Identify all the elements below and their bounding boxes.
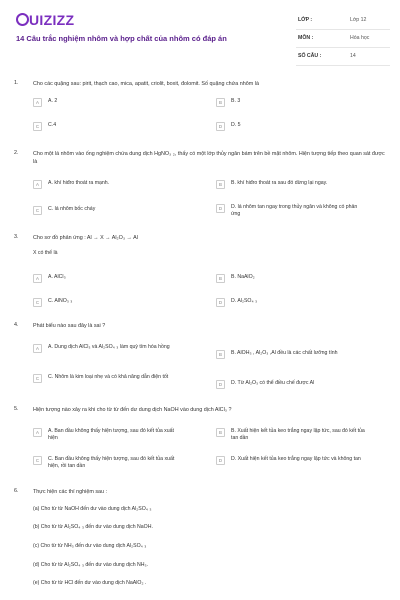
statement-d: (d) Cho từ từ Al₂SO₄ ₃ đến dư vào dung dịch NH₃. [33, 562, 149, 568]
option-text: D. Al₂SO₄ ₃ [231, 298, 258, 304]
option-letter-box: C [33, 374, 42, 383]
option-letter-box: B [216, 180, 225, 189]
option-letter-box: C [33, 298, 42, 307]
option-text: B. khí hiđro thoát ra sau đó dừng lại ngay. [231, 180, 328, 186]
meta-value: Lớp 12 [350, 17, 367, 23]
meta-row-count [296, 48, 390, 66]
option-letter-box: B [216, 428, 225, 437]
option-text: D. Xuất hiện kết tủa keo trắng ngay lập tức và không tan [231, 456, 361, 462]
question-text: Phát biểu nào sau đây là sai ? [33, 323, 106, 329]
statement-a: (a) Cho từ từ NaOH đến dư vào dung dịch Al₂SO₄ ₃ [33, 506, 152, 512]
option-text: A. 2 [48, 98, 58, 104]
option-letter-box: D [216, 204, 225, 213]
question-text: Hiện tượng nào xảy ra khi cho từ từ đến dư dung dịch NaOH vào dung dịch AlCl₃ ? [33, 407, 232, 413]
option-letter-box: D [216, 456, 225, 465]
statement-e: (e) Cho từ từ HCl đến dư vào dung dịch NaAlO₂ . [33, 580, 147, 586]
option-letter-box: A [33, 274, 42, 283]
option-letter-box: B [216, 274, 225, 283]
option-text: B. NaAlO₂ [231, 274, 255, 280]
question-number: 5. [14, 406, 19, 412]
option-text: C. Ban đầu không thấy hiện tượng, sau đó kết tủa xuất hiện, rồi tan dần [48, 456, 175, 470]
option-text: A. khí hiđro thoát ra mạnh. [48, 180, 110, 186]
option-text: C. Nhôm là kim loại nhẹ và có khả năng dẫn điện tốt [48, 374, 169, 380]
option-letter-box: C [33, 456, 42, 465]
option-text: A. Ban đầu không thấy hiện tượng, sau đó kết tủa xuất hiện [48, 428, 174, 442]
option-text: B. AlOH₃ , Al₂O₃ ,Al đều là các chất lưỡng tính [231, 350, 338, 356]
option-letter-box: C [33, 206, 42, 215]
logo-q-icon [16, 13, 29, 26]
statement-c: (c) Cho từ từ NH₃ đến dư vào dung dịch Al₂SO₄ ₃ [33, 543, 147, 549]
question-text: Thực hiện các thí nghiệm sau : [33, 489, 108, 495]
option-letter-box: D [216, 122, 225, 131]
option-text: A. Dung dịch AlCl₃ và Al₂SO₄ ₃ làm quỳ tím hóa hồng [48, 344, 170, 350]
option-letter-box: A [33, 344, 42, 353]
question-text: Cho sơ đồ phản ứng : Al → X → Al₂O₃ → Al [33, 235, 138, 241]
page-title: 14 Câu trắc nghiệm nhôm và hợp chất của nhôm có đáp án [16, 34, 227, 43]
option-text: C. lá nhôm bốc cháy [48, 206, 96, 212]
option-text: B. 3 [231, 98, 241, 104]
question-number: 3. [14, 234, 19, 240]
option-text: B. Xuất hiện kết tủa keo trắng ngay lập tức, sau đó kết tủa tan dần [231, 428, 365, 442]
option-letter-box: A [33, 180, 42, 189]
option-letter-box: D [216, 380, 225, 389]
meta-row-class [296, 12, 390, 30]
meta-key: LỚP : [298, 17, 313, 23]
option-text: C. AlNO₃ ₃ [48, 298, 73, 304]
question-number: 2. [14, 150, 19, 156]
option-letter-box: B [216, 350, 225, 359]
option-letter-box: D [216, 298, 225, 307]
meta-key: MÔN : [298, 35, 314, 41]
statement-b: (b) Cho từ từ Al₂SO₄ ₃ đến dư vào dung dịch NaOH. [33, 524, 153, 530]
option-text: D. 5 [231, 122, 241, 128]
option-letter-box: A [33, 98, 42, 107]
meta-row-subject [296, 30, 390, 48]
option-letter-box: C [33, 122, 42, 131]
option-text: C.4 [48, 122, 57, 128]
question-text: Cho một lá nhôm vào ống nghiệm chứa dung dịch HgNO₃ ₂, thấy có một lớp thủy ngân bám trên bề mặt nhôm. Hiện tượng tiếp theo quan sát được là [33, 151, 385, 166]
meta-key: SỐ CÂU : [298, 53, 322, 59]
question-text: Cho các quặng sau: pirit, thạch cao, mica, apatit, criolit, boxit, đolomit. Số quặng chứa nhôm là [33, 81, 259, 87]
option-letter-box: B [216, 98, 225, 107]
quizizz-logo: UIZIZZ [16, 12, 74, 28]
meta-value: Hóa học [350, 35, 370, 41]
meta-table [296, 12, 390, 66]
option-letter-box: A [33, 428, 42, 437]
option-text: A. AlCl₃ [48, 274, 66, 280]
question-number: 4. [14, 322, 19, 328]
meta-value: 14 [350, 53, 356, 59]
worksheet-header [0, 0, 400, 70]
question-number: 6. [14, 488, 19, 494]
question-number: 1. [14, 80, 19, 86]
question-extra: X có thể là [33, 250, 58, 256]
option-text: D. Từ Al₂O₃ có thể điều chế được Al [231, 380, 315, 386]
option-text: D. lá nhôm tan ngay trong thủy ngân và không có phản ứng [231, 204, 358, 218]
